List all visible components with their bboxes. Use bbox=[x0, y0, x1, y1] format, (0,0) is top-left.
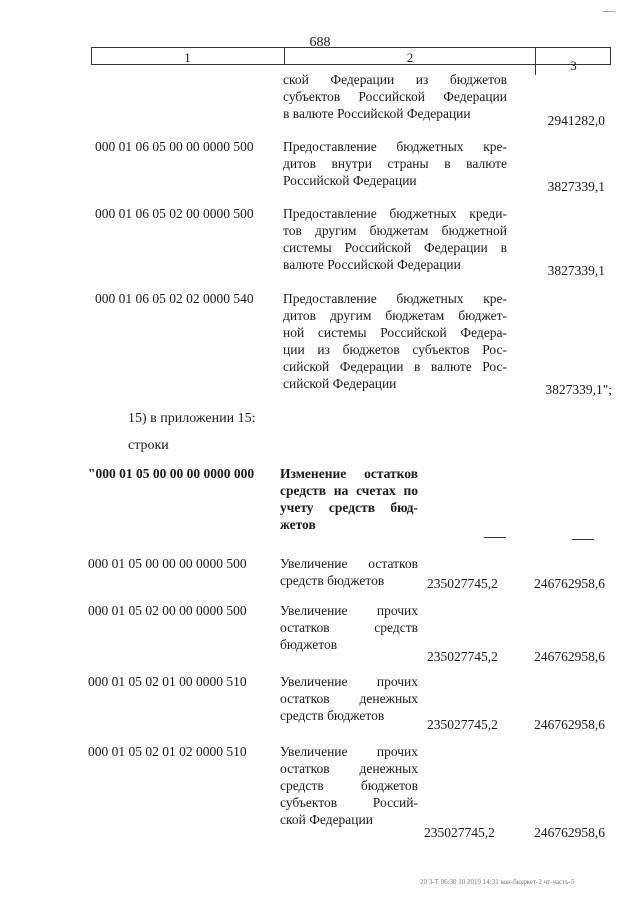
description-line: средств бюджетов bbox=[280, 708, 385, 723]
description-line: ной системы Российской Федера- bbox=[283, 325, 507, 340]
description-line: Изменение остатков bbox=[280, 466, 418, 481]
description-line: ской Федерации из бюджетов bbox=[283, 72, 507, 87]
description-line: Предоставление бюджетных кре- bbox=[283, 139, 507, 154]
row-description bbox=[280, 555, 418, 589]
corner-mark: — bbox=[603, 3, 615, 17]
description-line: Предоставление бюджетных креди- bbox=[283, 206, 507, 221]
column-header-1: 1 bbox=[184, 50, 191, 65]
empty-value-dash bbox=[572, 539, 594, 540]
value-col-b: 246762958,6 bbox=[534, 576, 605, 591]
description-line: сийской Федерации bbox=[283, 376, 397, 391]
budget-code: 000 01 05 02 01 02 0000 510 bbox=[88, 744, 247, 759]
description-line: Увеличение остатков bbox=[280, 556, 418, 571]
column-header-3: 3 bbox=[570, 58, 577, 73]
budget-code: 000 01 06 05 00 00 0000 500 bbox=[95, 139, 254, 154]
description-line: остатков средств bbox=[280, 620, 418, 635]
budget-code: 000 01 05 02 01 00 0000 510 bbox=[88, 674, 247, 689]
description-line: субъектов Россий- bbox=[280, 795, 418, 810]
column-header-2: 2 bbox=[406, 50, 414, 65]
description-line: средств бюджетов bbox=[280, 778, 418, 793]
row-description bbox=[280, 602, 418, 653]
description-line: в валюте Российской Федерации bbox=[283, 106, 471, 121]
description-line: средств бюджетов bbox=[280, 573, 385, 588]
row-value: 3827339,1"; bbox=[545, 382, 612, 397]
description-line: дитов внутри страны в валюте bbox=[283, 156, 507, 171]
description-line: сийской Федерации в валюте Рос- bbox=[283, 359, 507, 374]
description-line: субъектов Российской Федерации bbox=[283, 89, 507, 104]
continued-value: 2941282,0 bbox=[547, 113, 605, 128]
row-value: 3827339,1 bbox=[547, 179, 605, 194]
budget-code: 000 01 05 02 00 00 0000 500 bbox=[88, 603, 247, 618]
row-description bbox=[283, 290, 507, 392]
description-line: тов другим бюджетам бюджетной bbox=[283, 223, 507, 238]
description-line: Увеличение прочих bbox=[280, 744, 418, 759]
row-description bbox=[283, 205, 507, 273]
amendment-item-label: 15) в приложении 15: bbox=[128, 411, 256, 426]
value-col-a: 235027745,2 bbox=[427, 717, 498, 732]
value-col-b: 246762958,6 bbox=[534, 825, 605, 840]
value-col-a: 235027745,2 bbox=[427, 576, 498, 591]
rows-label: строки bbox=[128, 438, 169, 453]
description-line: ской Федерации bbox=[280, 812, 373, 827]
description-line: учету средств бюд- bbox=[280, 500, 418, 515]
value-col-a: 235027745,2 bbox=[427, 649, 498, 664]
continued-description bbox=[283, 71, 507, 122]
description-line: бюджетов bbox=[280, 637, 338, 652]
description-line: Увеличение прочих bbox=[280, 603, 418, 618]
row-description bbox=[280, 673, 418, 724]
value-col-a: 235027745,2 bbox=[424, 825, 495, 840]
description-line: системы Российской Федерации в bbox=[283, 240, 507, 255]
description-line: ции из бюджетов субъектов Рос- bbox=[283, 342, 507, 357]
description-line: средств на счетах по bbox=[280, 483, 418, 498]
description-line: жетов bbox=[280, 517, 316, 532]
value-col-b: 246762958,6 bbox=[534, 717, 605, 732]
empty-value-dash bbox=[484, 537, 506, 538]
row-description bbox=[280, 465, 418, 533]
page-number: 688 bbox=[309, 35, 331, 50]
description-line: остатков денежных bbox=[280, 761, 418, 776]
row-description bbox=[280, 743, 418, 828]
description-line: Предоставление бюджетных кре- bbox=[283, 291, 507, 306]
description-line: дитов другим бюджетам бюджет- bbox=[283, 308, 507, 323]
budget-code: 000 01 06 05 02 02 0000 540 bbox=[95, 291, 254, 306]
description-line: остатков денежных bbox=[280, 691, 418, 706]
description-line: Российской Федерации bbox=[283, 173, 417, 188]
budget-code: "000 01 05 00 00 00 0000 000 bbox=[88, 466, 255, 481]
row-description bbox=[283, 138, 507, 189]
budget-code: 000 01 05 00 00 00 0000 500 bbox=[88, 556, 247, 571]
description-line: валюте Российской Федерации bbox=[283, 257, 461, 272]
value-col-b: 246762958,6 bbox=[534, 649, 605, 664]
budget-code: 000 01 06 05 02 00 0000 500 bbox=[95, 206, 254, 221]
row-value: 3827339,1 bbox=[547, 263, 605, 278]
print-stamp: 20 3-Т 06:30 10 2019 14:31 кон-бюджет-2 чт-часть-5 bbox=[420, 878, 575, 886]
description-line: Увеличение прочих bbox=[280, 674, 418, 689]
